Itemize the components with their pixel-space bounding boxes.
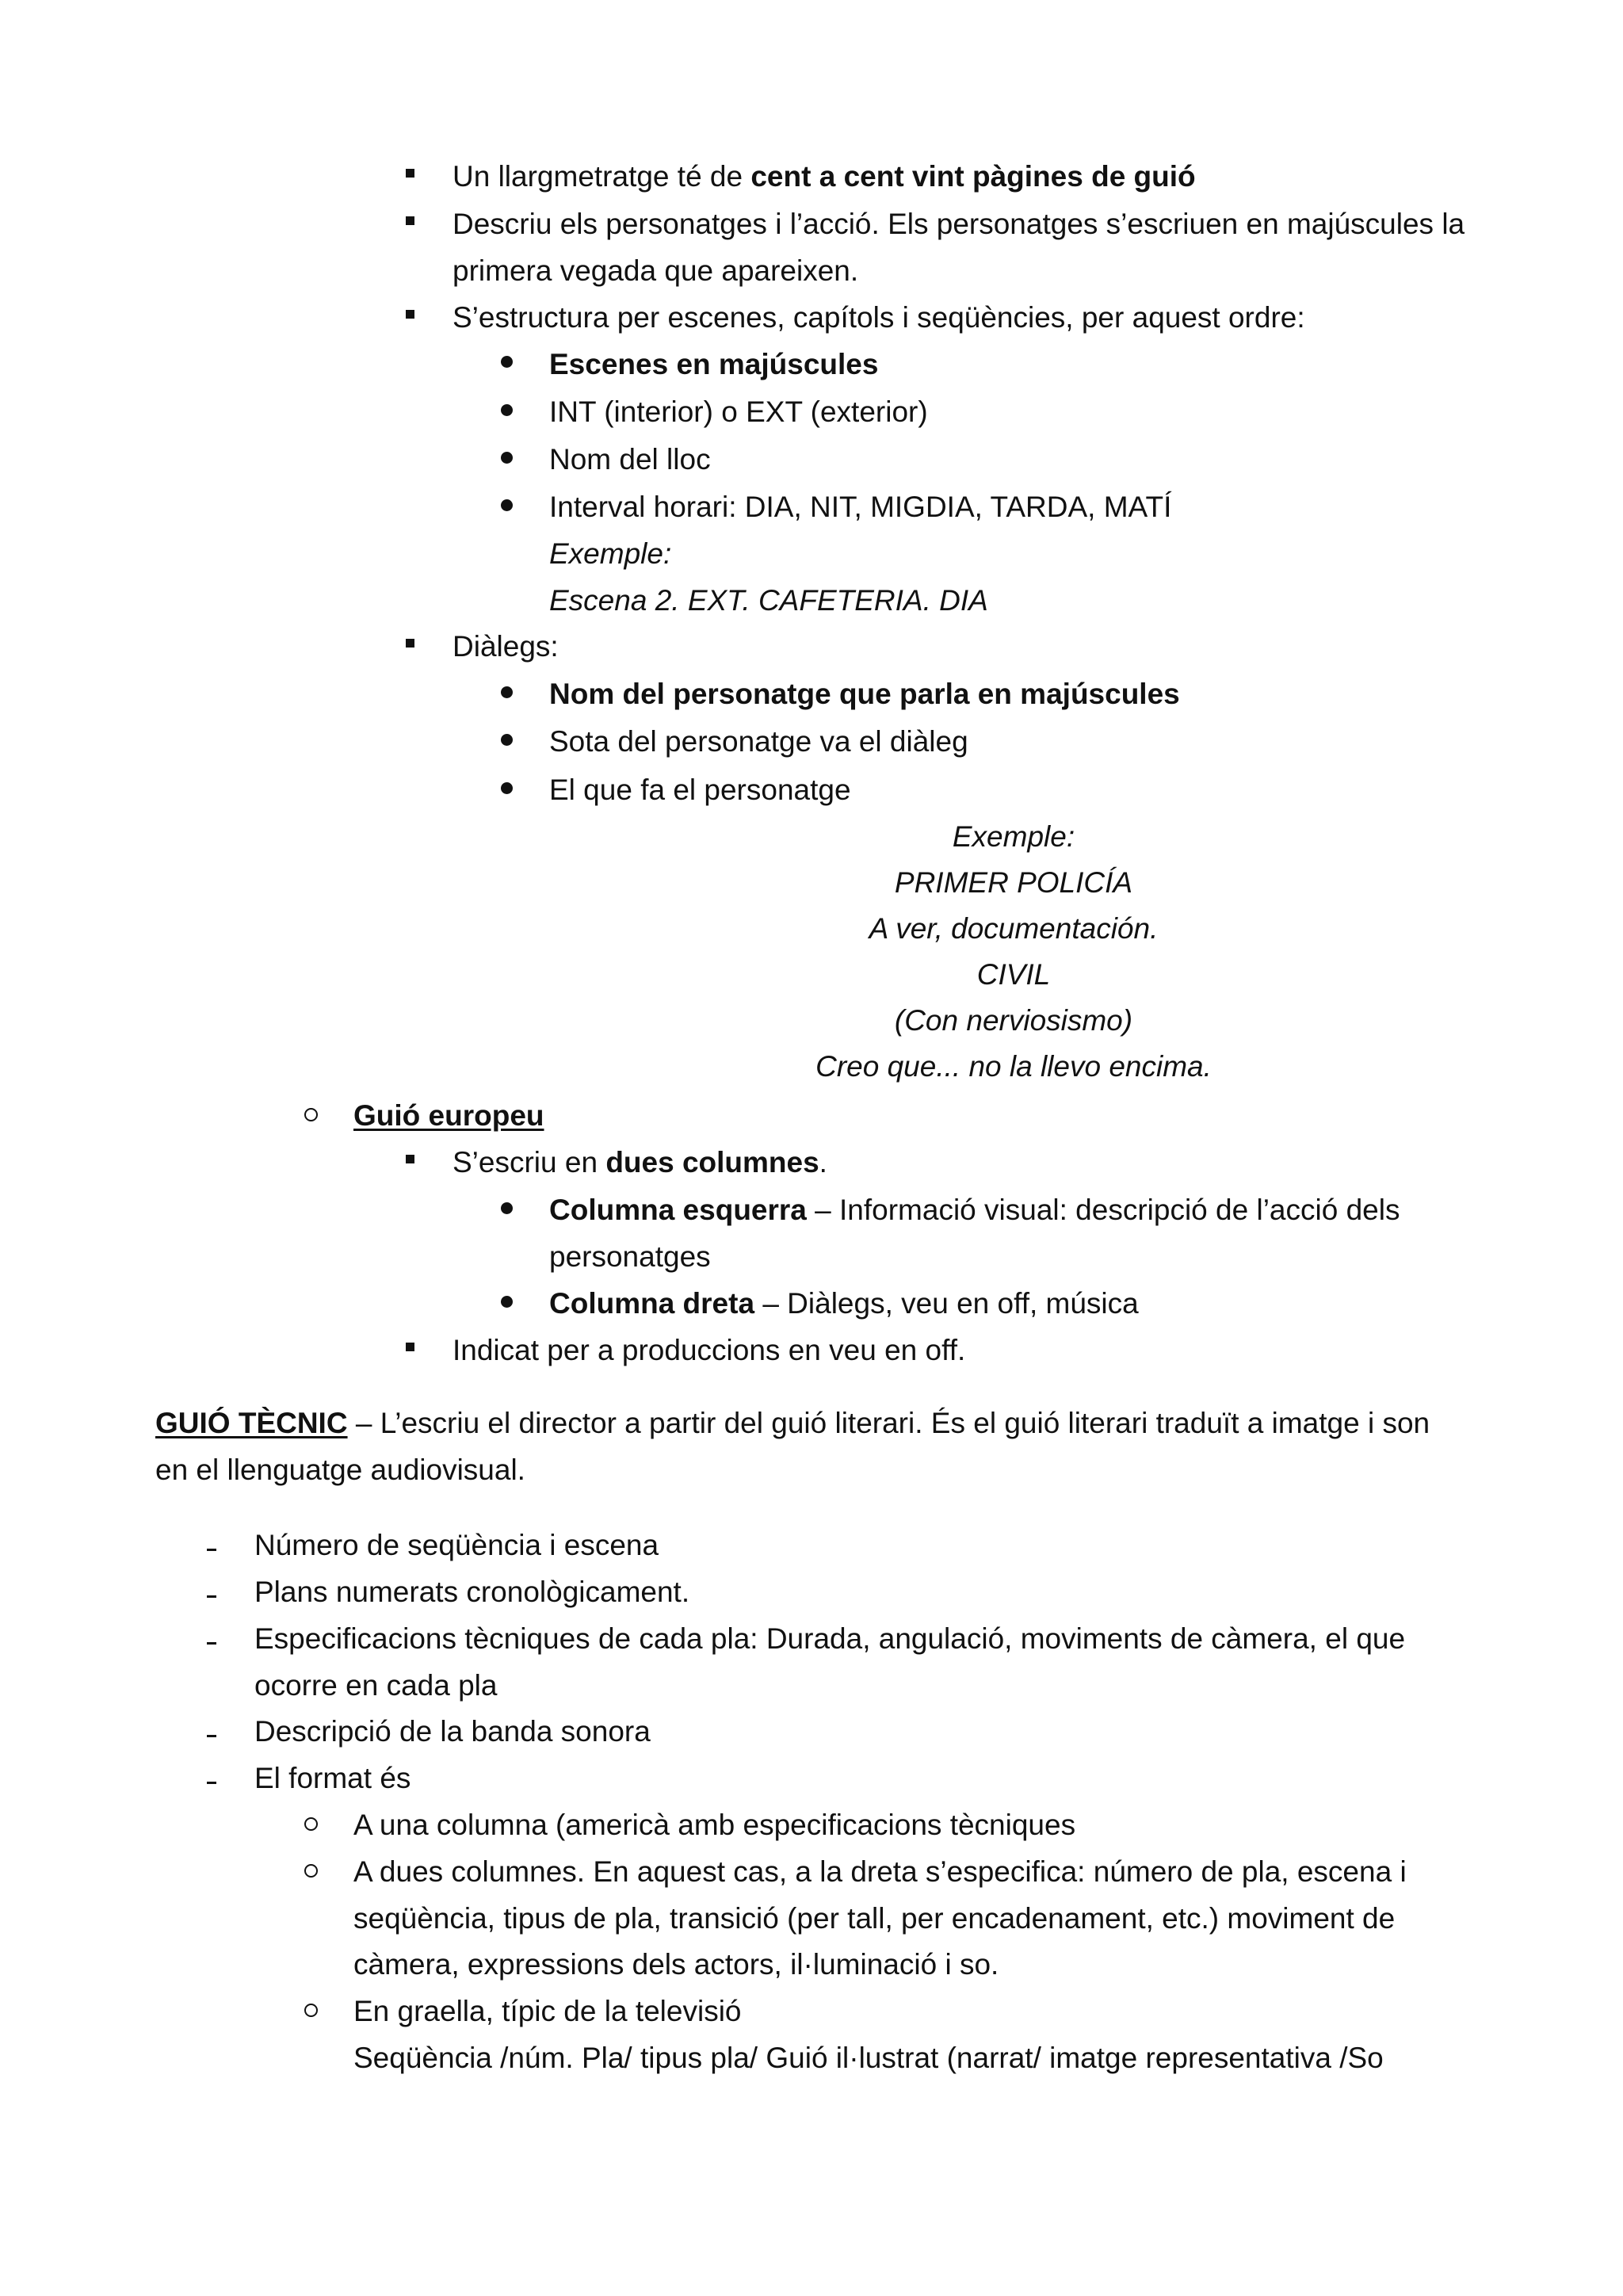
circle-bullet-icon [304,1817,318,1831]
circle-bullet-icon [304,2004,318,2017]
paragraph-text: – L’escriu el director a partir del guió literari. És el guió literari traduït a imatge i son [347,1407,1430,1439]
dialog-line-text: A ver, documentación. [869,912,1159,945]
list-item: Diàlegs: [453,630,559,663]
round-bullet-icon [501,499,513,511]
dash-list-item-continuation: ocorre en cada pla [254,1669,498,1702]
round-bullet-icon [501,782,513,794]
sub-list-item: INT (interior) o EXT (exterior) [549,395,928,428]
dash-bullet-icon [207,1642,216,1645]
sub-list-item: Nom del lloc [549,443,711,476]
square-bullet-icon [406,1155,414,1163]
list-item-continuation: primera vegada que apareixen. [453,254,859,287]
circle-bullet-icon [304,1864,318,1878]
example-label [549,539,671,568]
sub-list-item [549,1289,1139,1318]
dialog-character [712,868,1315,897]
square-bullet-icon [406,169,414,178]
list-item-suffix: . [819,1146,827,1179]
round-bullet-icon [501,734,513,746]
dash-list-item: Especificacions tècniques de cada pla: Durada, angulació, moviments de càmera, el que [254,1622,1406,1655]
sub-list-item-continuation: personatges [549,1240,711,1273]
dash-list-item: Número de seqüència i escena [254,1529,659,1561]
list-item: Descriu els personatges i l’acció. Els personatges s’escriuen en majúscules la [453,208,1465,240]
format-item-continuation: Seqüència /núm. Pla/ tipus pla/ Guió il·lustrat (narrat/ imatge representativa /So [353,2042,1384,2074]
dash-bullet-icon [207,1735,216,1737]
round-bullet-icon [501,356,513,368]
dialog-line: (Con nerviosismo) [894,1004,1133,1037]
dash-bullet-icon [207,1595,216,1598]
format-item: En graella, típic de la televisió [353,1995,742,2027]
sub-list-item [549,350,878,379]
dash-list-item: Descripció de la banda sonora [254,1715,651,1748]
list-item: Indicat per a produccions en veu en off. [453,1334,966,1366]
example-text [549,586,988,615]
dash-bullet-icon [207,1782,216,1784]
square-bullet-icon [406,216,414,225]
sub-list-item: El que fa el personatge [549,774,851,806]
dialog-direction [712,1006,1315,1035]
list-item [453,1148,827,1177]
dialog-line: Exemple: [952,820,1075,853]
sub-list-item-bold: Escenes en majúscules [549,348,879,380]
dash-list-item: Plans numerats cronològicament. [254,1576,690,1608]
square-bullet-icon [406,639,414,648]
section-heading-text: Guió europeu [353,1099,544,1132]
section-heading [353,1101,544,1130]
section-title: GUIÓ TÈCNIC [155,1407,348,1439]
round-bullet-icon [501,1296,513,1308]
list-item [453,162,1196,191]
circle-bullet-icon [304,1108,318,1121]
dash-list-item: El format és [254,1762,411,1794]
dialog-line: CIVIL [976,958,1051,991]
sub-list-item-bold: Columna esquerra [549,1194,807,1226]
format-item-continuation: seqüència, tipus de pla, transició (per tall, per encadenament, etc.) moviment de [353,1902,1396,1935]
sub-list-item-text: – Informació visual: descripció de l’acció dels [806,1194,1400,1226]
paragraph-continuation: en el llenguatge audiovisual. [155,1454,525,1486]
round-bullet-icon [501,686,513,698]
sub-list-item-bold: Nom del personatge que parla en majúscules [549,678,1180,710]
list-item-bold: cent a cent vint pàgines de guió [750,160,1196,193]
dash-bullet-icon [207,1549,216,1551]
dialog-character [712,960,1315,989]
example-label-text: Exemple: [549,537,672,570]
dialog-example-label [712,822,1315,851]
dialog-line [712,1052,1315,1081]
format-item: A una columna (americà amb especificacions tècniques [353,1809,1076,1841]
format-item: A dues columnes. En aquest cas, a la dreta s’especifica: número de pla, escena i [353,1855,1407,1888]
paragraph [155,1408,1430,1438]
sub-list-item [549,679,1180,709]
format-item-continuation: càmera, expressions dels actors, il·luminació i so. [353,1948,999,1981]
dialog-line-text: Creo que... no la llevo encima. [815,1050,1212,1083]
dialog-line [712,914,1315,943]
sub-list-item: Sota del personatge va el diàleg [549,725,968,758]
dialog-line: PRIMER POLICÍA [894,866,1133,899]
round-bullet-icon [501,1202,513,1214]
sub-list-item: Interval horari: DIA, NIT, MIGDIA, TARDA, MATÍ [549,491,1172,523]
sub-list-item-bold: Columna dreta [549,1287,755,1320]
square-bullet-icon [406,1343,414,1351]
list-item: S’estructura per escenes, capítols i seqüències, per aquest ordre: [453,301,1305,334]
list-item-text: Un llargmetratge té de [453,160,751,193]
sub-list-item [549,1195,1400,1224]
round-bullet-icon [501,452,513,464]
list-item-bold: dues columnes [605,1146,819,1179]
round-bullet-icon [501,404,513,416]
square-bullet-icon [406,310,414,319]
sub-list-item-text: – Diàlegs, veu en off, música [754,1287,1139,1320]
example-text-italic: Escena 2. EXT. CAFETERIA. DIA [549,584,988,617]
list-item-text: S’escriu en [453,1146,606,1179]
